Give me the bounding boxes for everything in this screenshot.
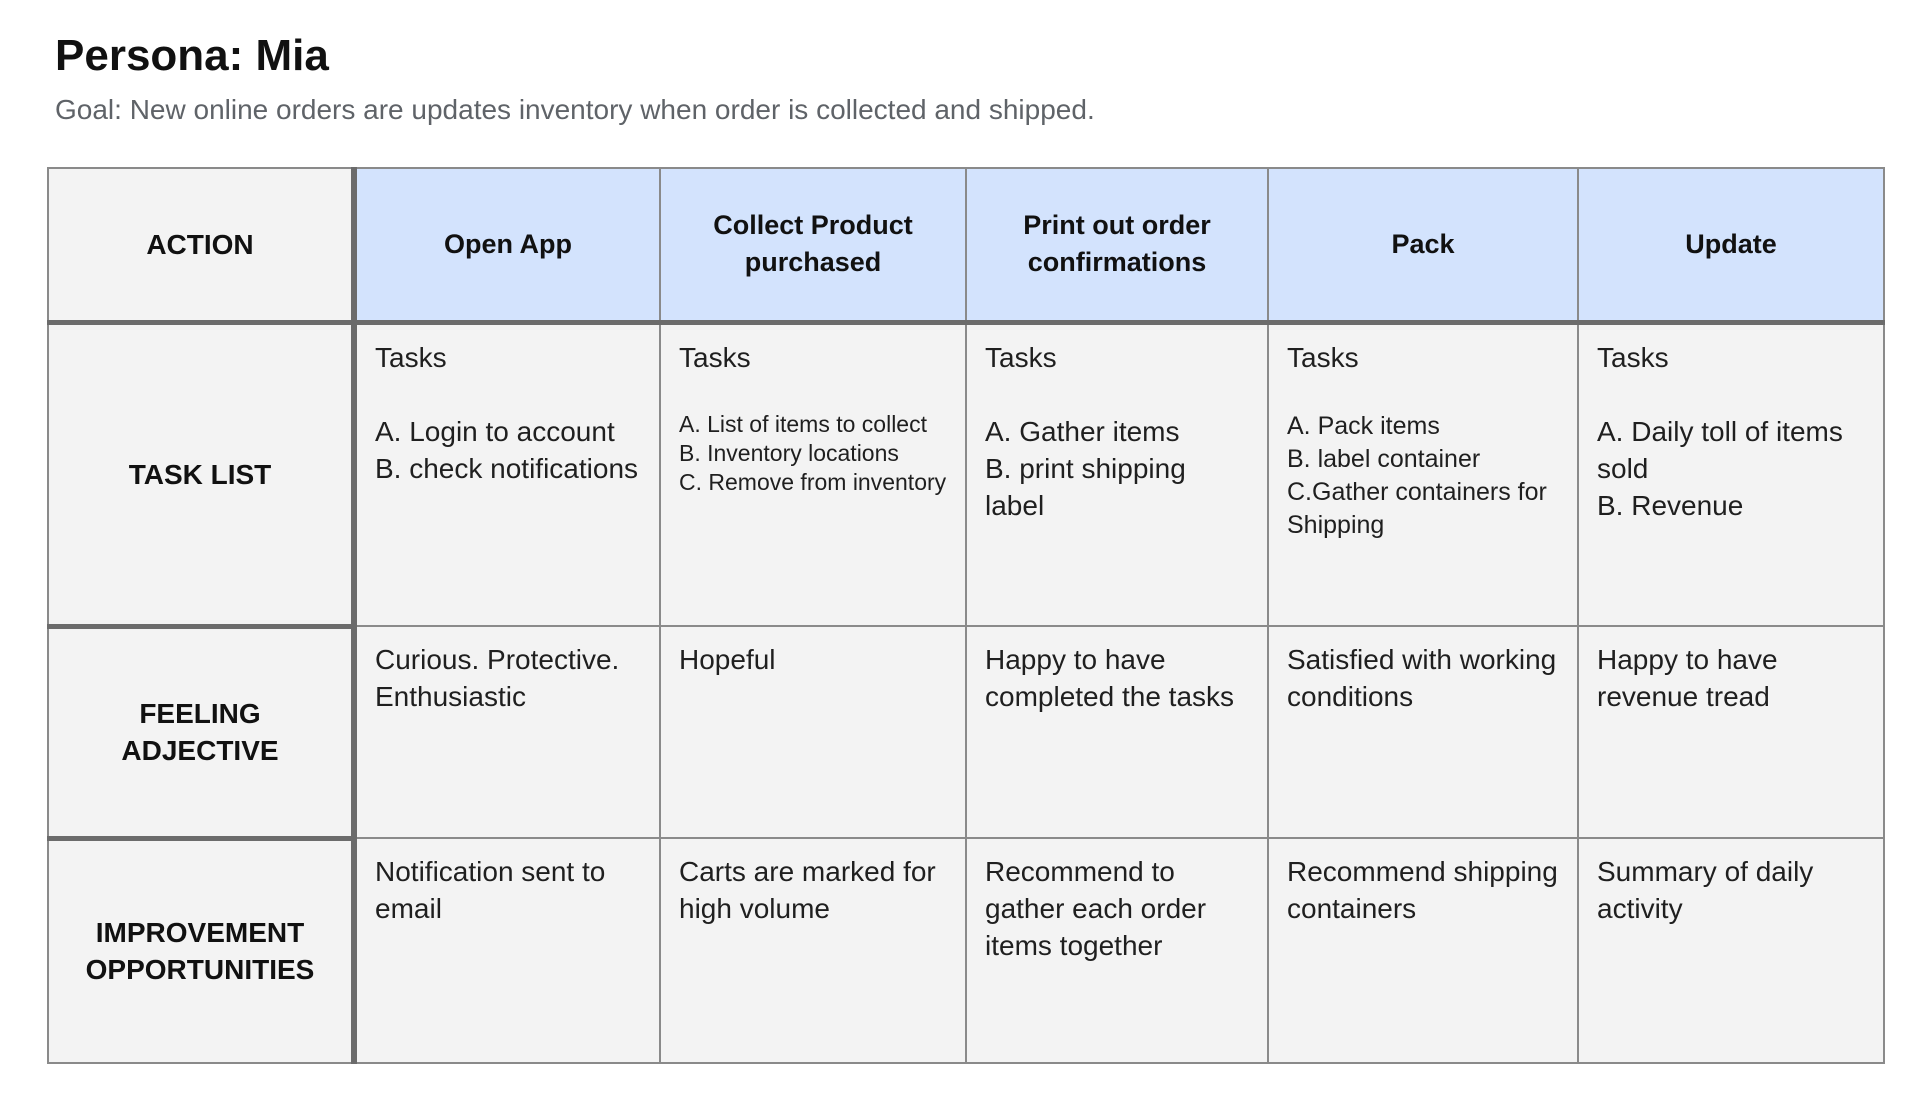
task-cell-title: Tasks — [1597, 341, 1669, 373]
task-item: B. print shipping label — [985, 452, 1186, 521]
task-item: C. Remove from inventory — [679, 468, 947, 495]
task-item: A. Pack items — [1287, 411, 1440, 440]
table-header-row — [48, 168, 1884, 322]
task-item: B. label container — [1287, 444, 1481, 473]
row-label-line: IMPROVEMENT — [95, 917, 305, 949]
task-cell-collect-product — [660, 322, 966, 626]
task-cell-print-confirmations — [966, 322, 1268, 626]
task-cell-open-app — [354, 322, 660, 626]
table-row-improvement — [48, 838, 1884, 1063]
improvement-cell-update: Summary of daily activity — [1578, 838, 1884, 1063]
row-label-feeling — [48, 626, 354, 838]
task-item: B. check notifications — [375, 452, 639, 484]
column-header-pack: Pack — [1268, 168, 1578, 322]
row-label-line: ADJECTIVE — [121, 735, 279, 766]
task-item: A. Gather items — [985, 415, 1180, 447]
feeling-cell-pack: Satisfied with working conditions — [1268, 626, 1578, 838]
task-cell-title: Tasks — [1287, 341, 1359, 373]
task-item: B. Revenue — [1597, 489, 1744, 521]
improvement-cell-print-confirmations: Recommend to gather each order items together — [966, 838, 1268, 1063]
feeling-cell-open-app: Curious. Protective. Enthusiastic — [354, 626, 660, 838]
column-header-collect-product: Collect Product purchased — [660, 168, 966, 322]
journey-map-table — [47, 167, 1885, 1064]
feeling-cell-collect-product: Hopeful — [660, 626, 966, 838]
table-row-feeling — [48, 626, 1884, 838]
column-header-print-confirmations: Print out order confirmations — [966, 168, 1268, 322]
task-cell-title: Tasks — [985, 341, 1057, 373]
row-label-task-list: TASK LIST — [48, 322, 354, 626]
task-cell-pack — [1268, 322, 1578, 626]
task-item: C.Gather containers for Shipping — [1287, 477, 1547, 539]
task-item: B. Inventory locations — [679, 439, 899, 466]
row-label-action: ACTION — [48, 168, 354, 322]
task-item: A. Login to account — [375, 415, 615, 447]
improvement-cell-pack: Recommend shipping containers — [1268, 838, 1578, 1063]
goal-subtitle: Goal: New online orders are updates inventory when order is collected and shipped. — [55, 94, 1095, 125]
page-title: Persona: Mia — [55, 31, 329, 80]
table-row-task-list — [48, 322, 1884, 626]
feeling-cell-update: Happy to have revenue tread — [1578, 626, 1884, 838]
row-label-improvement — [48, 838, 354, 1063]
task-item: A. Daily toll of items sold — [1597, 415, 1843, 484]
task-cell-title: Tasks — [679, 341, 751, 373]
improvement-cell-collect-product: Carts are marked for high volume — [660, 838, 966, 1063]
improvement-cell-open-app: Notification sent to email — [354, 838, 660, 1063]
column-header-open-app: Open App — [354, 168, 660, 322]
feeling-cell-print-confirmations: Happy to have completed the tasks — [966, 626, 1268, 838]
row-label-line: OPPORTUNITIES — [85, 954, 315, 986]
column-header-update: Update — [1578, 168, 1884, 322]
task-cell-update — [1578, 322, 1884, 626]
task-cell-title: Tasks — [375, 341, 447, 373]
row-label-line: FEELING — [139, 698, 261, 729]
task-item: A. List of items to collect — [679, 410, 927, 437]
